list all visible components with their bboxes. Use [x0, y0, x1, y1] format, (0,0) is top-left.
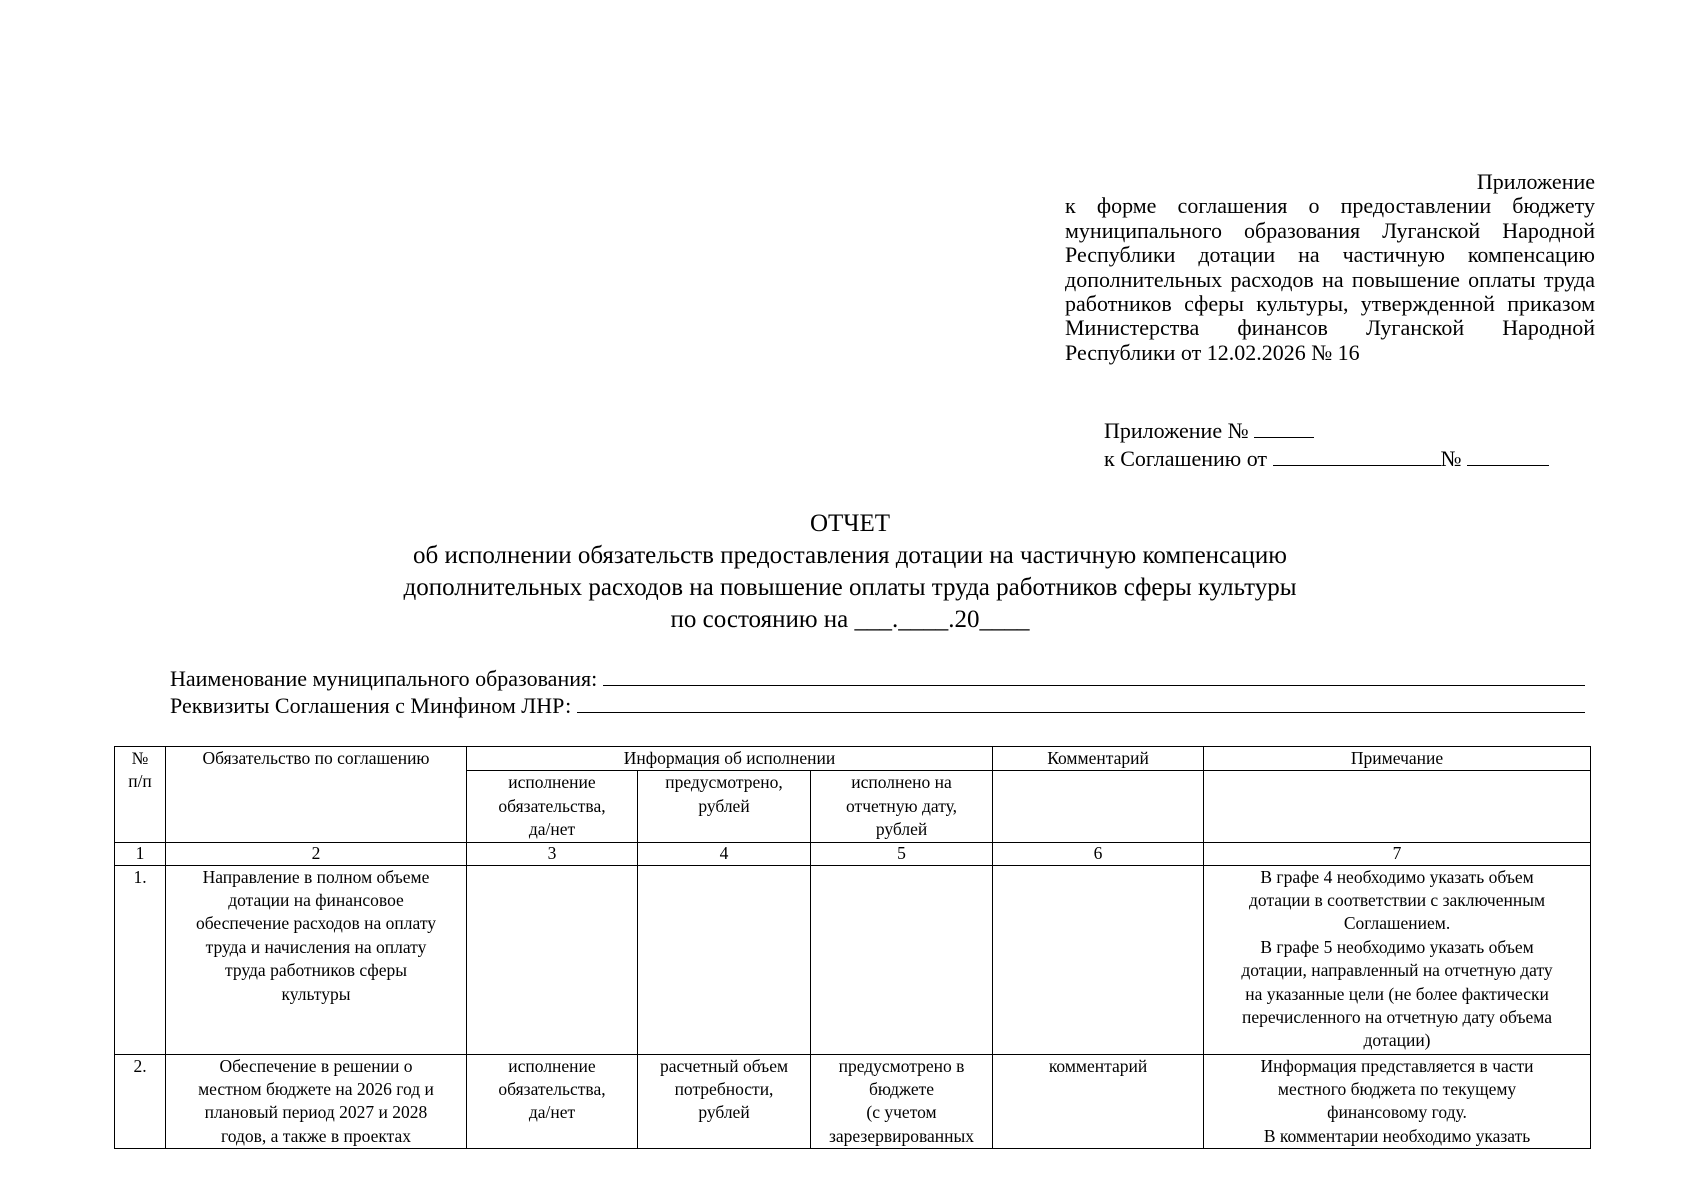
col-number: 2 — [166, 842, 467, 865]
row-note: Информация представляется в части местного бюджета по текущему финансовому году. В комментарии необходимо указать — [1204, 1054, 1591, 1149]
row-num: 1. — [115, 865, 166, 1054]
annex-line-2 — [1104, 445, 1584, 473]
row-comment-cell[interactable]: комментарий — [993, 1054, 1204, 1149]
municipality-field-row — [170, 665, 1585, 692]
col-number: 7 — [1204, 842, 1591, 865]
row-obligation: Обеспечение в решении о местном бюджете на 2026 год и плановый период 2027 и 2028 годов, а также в проектах — [166, 1054, 467, 1149]
row-num: 2. — [115, 1054, 166, 1149]
header-comment: Комментарий — [993, 747, 1204, 771]
report-subtitle-1: об исполнении обязательств предоставления дотации на частичную компенсацию — [413, 542, 1287, 569]
row-obligation: Направление в полном объеме дотации на финансовое обеспечение расходов на оплату труда и начисления на оплату труда работников сферы культуры — [166, 865, 467, 1054]
subheader-comment-empty — [993, 771, 1204, 842]
table-row — [115, 1054, 1591, 1149]
header-note: Примечание — [1204, 747, 1591, 771]
annex-number-label: Приложение № — [1104, 418, 1249, 443]
annex-line-1 — [1104, 417, 1584, 445]
agreement-number-label: № — [1440, 446, 1462, 471]
table-header-row — [115, 747, 1591, 771]
row-note: В графе 4 необходимо указать объем дотации в соответствии с заключенным Соглашением. В графе 5 необходимо указать объем дотации, направленный на отчетную дату на указанные цели (не более фактически перечисленного на отчетную дату объема дотации) — [1204, 865, 1591, 1054]
header-text: к форме соглашения о предоставлении бюджету муниципального образования Луганской Народной Республики дотации на частичную компенсацию дополнительных расходов на повышение оплаты труда работников сферы культуры, утвержденной приказом Министерства финансов Луганской Народной Республики от 12.02.2026 № 16 — [1065, 193, 1595, 365]
col-number: 6 — [993, 842, 1204, 865]
header-title: Приложение — [1476, 169, 1595, 194]
col-number: 4 — [638, 842, 811, 865]
header-num: № п/п — [115, 747, 166, 843]
row-execution-cell[interactable] — [467, 865, 638, 1054]
subheader-planned: предусмотрено, рублей — [638, 771, 811, 842]
row-done-cell[interactable]: предусмотрено в бюджете (с учетом зарезервированных — [811, 1054, 993, 1149]
col-number: 3 — [467, 842, 638, 865]
agreement-details-blank[interactable] — [577, 693, 1585, 713]
subheader-done: исполнено на отчетную дату, рублей — [811, 771, 993, 842]
header-info: Информация об исполнении — [467, 747, 993, 771]
agreement-number-blank[interactable] — [1467, 446, 1549, 466]
header-obligation: Обязательство по соглашению — [166, 747, 467, 843]
col-number: 5 — [811, 842, 993, 865]
row-planned-cell[interactable]: расчетный объем потребности, рублей — [638, 1054, 811, 1149]
subheader-note-empty — [1204, 771, 1591, 842]
row-done-cell[interactable] — [811, 865, 993, 1054]
report-table — [114, 746, 1591, 1149]
col-number: 1 — [115, 842, 166, 865]
report-date-line: по состоянию на ___.____.20____ — [670, 606, 1030, 633]
document-header — [1065, 170, 1595, 365]
agreement-date-blank[interactable] — [1273, 446, 1441, 466]
agreement-field-row — [170, 692, 1585, 719]
row-planned-cell[interactable] — [638, 865, 811, 1054]
report-title-block — [250, 508, 1450, 636]
table-row — [115, 865, 1591, 1054]
report-title: ОТЧЕТ — [809, 510, 891, 537]
column-number-row — [115, 842, 1591, 865]
municipality-label: Наименование муниципального образования: — [170, 666, 598, 691]
subheader-execution: исполнение обязательства, да/нет — [467, 771, 638, 842]
agreement-details-label: Реквизиты Соглашения с Минфином ЛНР: — [170, 693, 572, 718]
row-comment-cell[interactable] — [993, 865, 1204, 1054]
annex-number-blank[interactable] — [1254, 418, 1314, 438]
report-fields — [170, 665, 1585, 719]
row-execution-cell[interactable]: исполнение обязательства, да/нет — [467, 1054, 638, 1149]
municipality-blank[interactable] — [603, 666, 1585, 686]
agreement-date-label: к Соглашению от — [1104, 446, 1268, 471]
report-subtitle-2: дополнительных расходов на повышение оплаты труда работников сферы культуры — [403, 574, 1297, 601]
annex-reference — [1104, 417, 1584, 473]
